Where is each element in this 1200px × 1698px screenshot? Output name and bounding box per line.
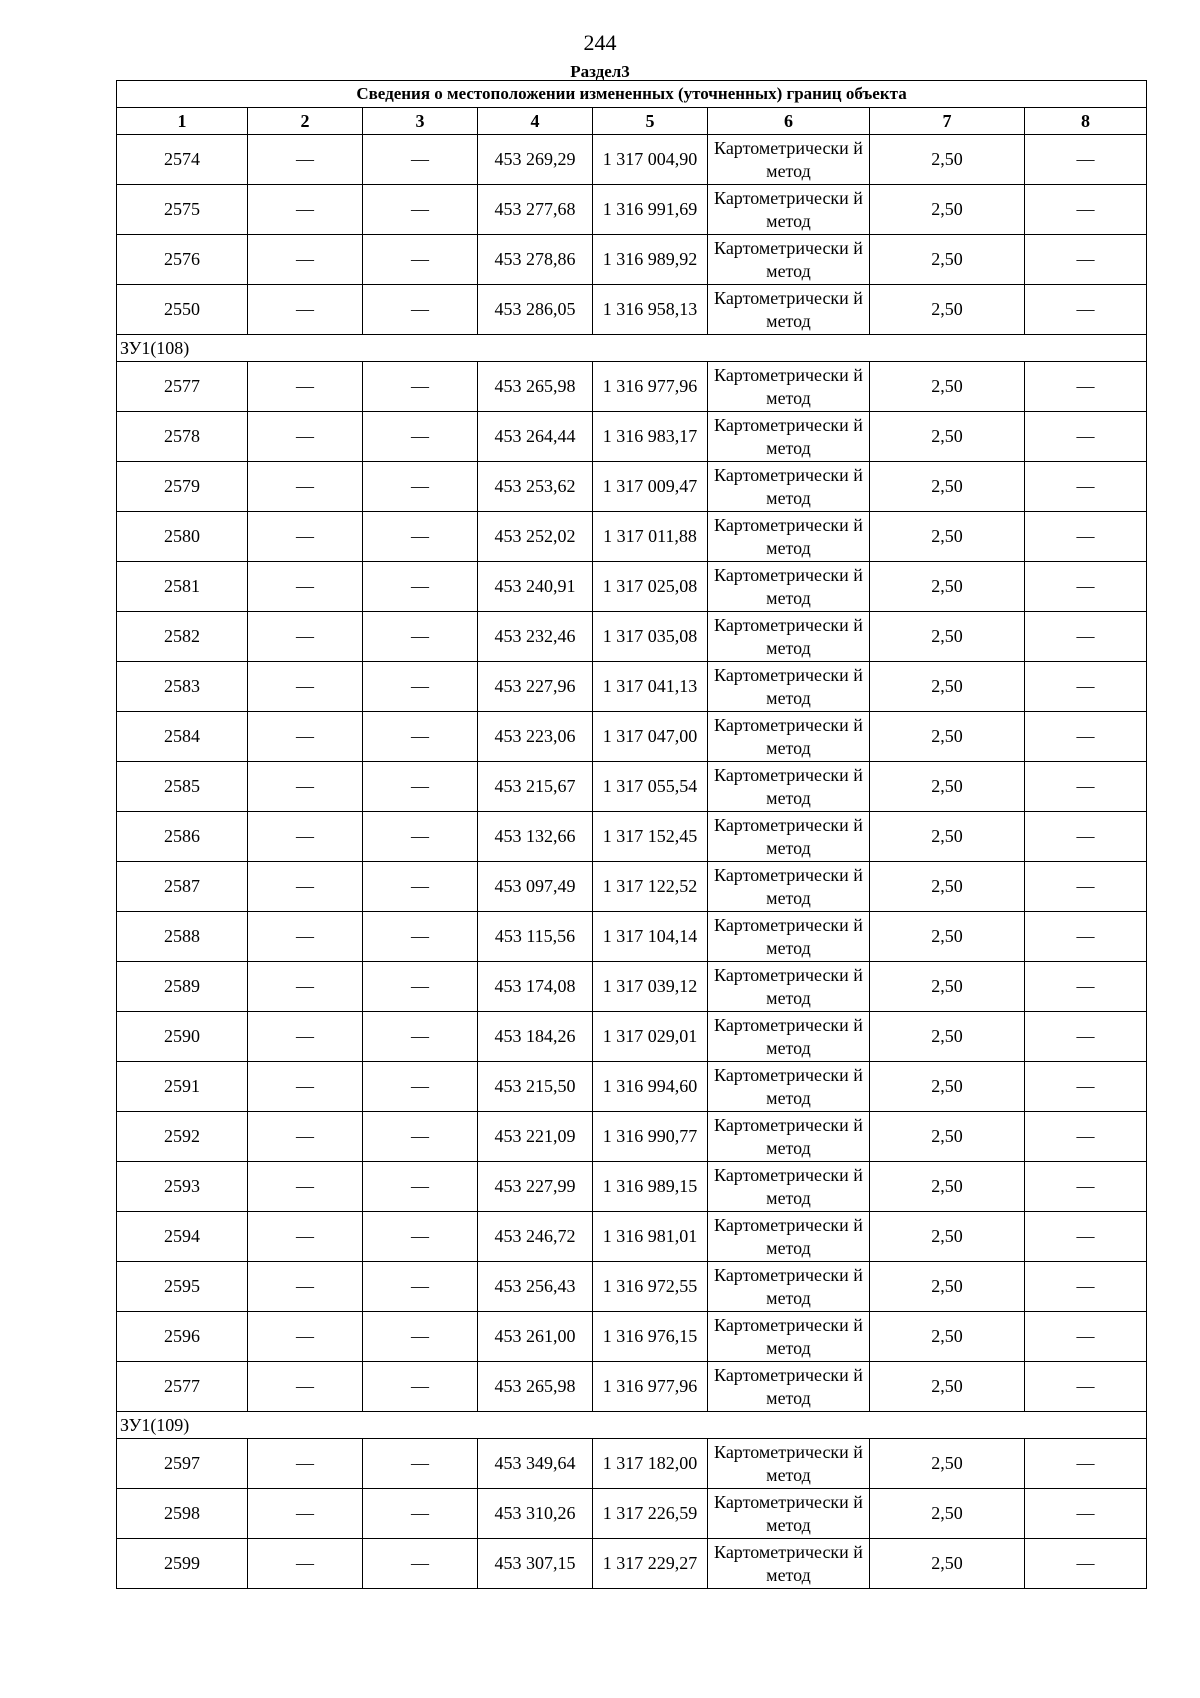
col2-cell: — bbox=[248, 962, 363, 1012]
col2-cell: — bbox=[248, 1439, 363, 1489]
col3-cell: — bbox=[363, 562, 478, 612]
accuracy-cell: 2,50 bbox=[870, 1362, 1025, 1412]
point-number-cell: 2579 bbox=[117, 462, 248, 512]
col3-cell: — bbox=[363, 135, 478, 185]
accuracy-cell: 2,50 bbox=[870, 1162, 1025, 1212]
col8-cell: — bbox=[1025, 1062, 1147, 1112]
col2-cell: — bbox=[248, 1162, 363, 1212]
method-cell: Картометрически й метод bbox=[708, 1489, 870, 1539]
accuracy-cell: 2,50 bbox=[870, 612, 1025, 662]
group-label-row bbox=[117, 1412, 1147, 1439]
method-cell: Картометрически й метод bbox=[708, 235, 870, 285]
method-cell: Картометрически й метод bbox=[708, 462, 870, 512]
y-coordinate-cell: 1 317 226,59 bbox=[593, 1489, 708, 1539]
col2-cell: — bbox=[248, 1362, 363, 1412]
col2-cell: — bbox=[248, 662, 363, 712]
accuracy-cell: 2,50 bbox=[870, 1439, 1025, 1489]
col8-cell: — bbox=[1025, 285, 1147, 335]
y-coordinate-cell: 1 317 229,27 bbox=[593, 1539, 708, 1589]
table-caption-row bbox=[117, 81, 1147, 108]
group-label: ЗУ1(108) bbox=[117, 335, 1147, 362]
col2-cell: — bbox=[248, 362, 363, 412]
x-coordinate-cell: 453 215,50 bbox=[478, 1062, 593, 1112]
column-header: 7 bbox=[870, 108, 1025, 135]
point-number-cell: 2550 bbox=[117, 285, 248, 335]
col2-cell: — bbox=[248, 1212, 363, 1262]
method-cell: Картометрически й метод bbox=[708, 1539, 870, 1589]
col8-cell: — bbox=[1025, 362, 1147, 412]
y-coordinate-cell: 1 316 989,15 bbox=[593, 1162, 708, 1212]
col2-cell: — bbox=[248, 512, 363, 562]
method-cell: Картометрически й метод bbox=[708, 412, 870, 462]
col8-cell: — bbox=[1025, 412, 1147, 462]
col2-cell: — bbox=[248, 812, 363, 862]
col8-cell: — bbox=[1025, 1439, 1147, 1489]
col3-cell: — bbox=[363, 1312, 478, 1362]
table-row bbox=[117, 962, 1147, 1012]
table-row bbox=[117, 235, 1147, 285]
y-coordinate-cell: 1 317 004,90 bbox=[593, 135, 708, 185]
method-cell: Картометрически й метод bbox=[708, 1062, 870, 1112]
col8-cell: — bbox=[1025, 1162, 1147, 1212]
col8-cell: — bbox=[1025, 962, 1147, 1012]
col8-cell: — bbox=[1025, 662, 1147, 712]
column-header: 3 bbox=[363, 108, 478, 135]
point-number-cell: 2580 bbox=[117, 512, 248, 562]
col3-cell: — bbox=[363, 185, 478, 235]
table-row bbox=[117, 1162, 1147, 1212]
y-coordinate-cell: 1 317 029,01 bbox=[593, 1012, 708, 1062]
col8-cell: — bbox=[1025, 235, 1147, 285]
point-number-cell: 2599 bbox=[117, 1539, 248, 1589]
table-row bbox=[117, 912, 1147, 962]
x-coordinate-cell: 453 115,56 bbox=[478, 912, 593, 962]
x-coordinate-cell: 453 174,08 bbox=[478, 962, 593, 1012]
table-row bbox=[117, 1012, 1147, 1062]
table-row bbox=[117, 1362, 1147, 1412]
col8-cell: — bbox=[1025, 762, 1147, 812]
method-cell: Картометрически й метод bbox=[708, 1012, 870, 1062]
point-number-cell: 2596 bbox=[117, 1312, 248, 1362]
table-row bbox=[117, 1062, 1147, 1112]
method-cell: Картометрически й метод bbox=[708, 562, 870, 612]
column-header: 4 bbox=[478, 108, 593, 135]
table-row bbox=[117, 1262, 1147, 1312]
col3-cell: — bbox=[363, 412, 478, 462]
col8-cell: — bbox=[1025, 912, 1147, 962]
col8-cell: — bbox=[1025, 1012, 1147, 1062]
y-coordinate-cell: 1 317 055,54 bbox=[593, 762, 708, 812]
col2-cell: — bbox=[248, 412, 363, 462]
x-coordinate-cell: 453 278,86 bbox=[478, 235, 593, 285]
col3-cell: — bbox=[363, 712, 478, 762]
col2-cell: — bbox=[248, 285, 363, 335]
column-header: 2 bbox=[248, 108, 363, 135]
point-number-cell: 2583 bbox=[117, 662, 248, 712]
point-number-cell: 2586 bbox=[117, 812, 248, 862]
col8-cell: — bbox=[1025, 462, 1147, 512]
point-number-cell: 2588 bbox=[117, 912, 248, 962]
accuracy-cell: 2,50 bbox=[870, 1112, 1025, 1162]
x-coordinate-cell: 453 223,06 bbox=[478, 712, 593, 762]
col2-cell: — bbox=[248, 862, 363, 912]
accuracy-cell: 2,50 bbox=[870, 285, 1025, 335]
col8-cell: — bbox=[1025, 1262, 1147, 1312]
y-coordinate-cell: 1 317 047,00 bbox=[593, 712, 708, 762]
x-coordinate-cell: 453 227,96 bbox=[478, 662, 593, 712]
method-cell: Картометрически й метод bbox=[708, 662, 870, 712]
col2-cell: — bbox=[248, 235, 363, 285]
point-number-cell: 2589 bbox=[117, 962, 248, 1012]
point-number-cell: 2575 bbox=[117, 185, 248, 235]
accuracy-cell: 2,50 bbox=[870, 1312, 1025, 1362]
y-coordinate-cell: 1 317 182,00 bbox=[593, 1439, 708, 1489]
accuracy-cell: 2,50 bbox=[870, 662, 1025, 712]
col2-cell: — bbox=[248, 185, 363, 235]
point-number-cell: 2593 bbox=[117, 1162, 248, 1212]
table-row bbox=[117, 762, 1147, 812]
y-coordinate-cell: 1 316 972,55 bbox=[593, 1262, 708, 1312]
col8-cell: — bbox=[1025, 712, 1147, 762]
method-cell: Картометрически й метод bbox=[708, 1112, 870, 1162]
x-coordinate-cell: 453 215,67 bbox=[478, 762, 593, 812]
point-number-cell: 2598 bbox=[117, 1489, 248, 1539]
group-label-row bbox=[117, 335, 1147, 362]
method-cell: Картометрически й метод bbox=[708, 1262, 870, 1312]
col8-cell: — bbox=[1025, 512, 1147, 562]
x-coordinate-cell: 453 261,00 bbox=[478, 1312, 593, 1362]
x-coordinate-cell: 453 221,09 bbox=[478, 1112, 593, 1162]
y-coordinate-cell: 1 316 977,96 bbox=[593, 1362, 708, 1412]
point-number-cell: 2582 bbox=[117, 612, 248, 662]
accuracy-cell: 2,50 bbox=[870, 562, 1025, 612]
col2-cell: — bbox=[248, 1262, 363, 1312]
table-row bbox=[117, 662, 1147, 712]
method-cell: Картометрически й метод bbox=[708, 1212, 870, 1262]
accuracy-cell: 2,50 bbox=[870, 462, 1025, 512]
point-number-cell: 2592 bbox=[117, 1112, 248, 1162]
col8-cell: — bbox=[1025, 1112, 1147, 1162]
accuracy-cell: 2,50 bbox=[870, 1262, 1025, 1312]
col8-cell: — bbox=[1025, 135, 1147, 185]
point-number-cell: 2597 bbox=[117, 1439, 248, 1489]
x-coordinate-cell: 453 256,43 bbox=[478, 1262, 593, 1312]
method-cell: Картометрически й метод bbox=[708, 812, 870, 862]
col2-cell: — bbox=[248, 1312, 363, 1362]
y-coordinate-cell: 1 316 983,17 bbox=[593, 412, 708, 462]
accuracy-cell: 2,50 bbox=[870, 135, 1025, 185]
col2-cell: — bbox=[248, 1112, 363, 1162]
col2-cell: — bbox=[248, 762, 363, 812]
col3-cell: — bbox=[363, 662, 478, 712]
y-coordinate-cell: 1 317 041,13 bbox=[593, 662, 708, 712]
point-number-cell: 2591 bbox=[117, 1062, 248, 1112]
x-coordinate-cell: 453 265,98 bbox=[478, 362, 593, 412]
point-number-cell: 2594 bbox=[117, 1212, 248, 1262]
x-coordinate-cell: 453 265,98 bbox=[478, 1362, 593, 1412]
col2-cell: — bbox=[248, 462, 363, 512]
col3-cell: — bbox=[363, 1262, 478, 1312]
col8-cell: — bbox=[1025, 812, 1147, 862]
col2-cell: — bbox=[248, 612, 363, 662]
method-cell: Картометрически й метод bbox=[708, 362, 870, 412]
col8-cell: — bbox=[1025, 185, 1147, 235]
x-coordinate-cell: 453 252,02 bbox=[478, 512, 593, 562]
col8-cell: — bbox=[1025, 1212, 1147, 1262]
accuracy-cell: 2,50 bbox=[870, 362, 1025, 412]
point-number-cell: 2584 bbox=[117, 712, 248, 762]
point-number-cell: 2578 bbox=[117, 412, 248, 462]
table-row bbox=[117, 462, 1147, 512]
x-coordinate-cell: 453 277,68 bbox=[478, 185, 593, 235]
y-coordinate-cell: 1 316 990,77 bbox=[593, 1112, 708, 1162]
column-header: 8 bbox=[1025, 108, 1147, 135]
col3-cell: — bbox=[363, 235, 478, 285]
col2-cell: — bbox=[248, 912, 363, 962]
accuracy-cell: 2,50 bbox=[870, 912, 1025, 962]
col3-cell: — bbox=[363, 862, 478, 912]
point-number-cell: 2590 bbox=[117, 1012, 248, 1062]
accuracy-cell: 2,50 bbox=[870, 762, 1025, 812]
col3-cell: — bbox=[363, 1362, 478, 1412]
col2-cell: — bbox=[248, 712, 363, 762]
col3-cell: — bbox=[363, 362, 478, 412]
accuracy-cell: 2,50 bbox=[870, 712, 1025, 762]
y-coordinate-cell: 1 317 104,14 bbox=[593, 912, 708, 962]
x-coordinate-cell: 453 310,26 bbox=[478, 1489, 593, 1539]
col3-cell: — bbox=[363, 1212, 478, 1262]
y-coordinate-cell: 1 317 152,45 bbox=[593, 812, 708, 862]
col3-cell: — bbox=[363, 912, 478, 962]
table-body bbox=[117, 81, 1147, 1589]
method-cell: Картометрически й метод bbox=[708, 135, 870, 185]
table-row bbox=[117, 412, 1147, 462]
method-cell: Картометрически й метод bbox=[708, 185, 870, 235]
accuracy-cell: 2,50 bbox=[870, 185, 1025, 235]
x-coordinate-cell: 453 349,64 bbox=[478, 1439, 593, 1489]
col2-cell: — bbox=[248, 562, 363, 612]
table-row bbox=[117, 185, 1147, 235]
point-number-cell: 2576 bbox=[117, 235, 248, 285]
col3-cell: — bbox=[363, 1539, 478, 1589]
point-number-cell: 2585 bbox=[117, 762, 248, 812]
point-number-cell: 2587 bbox=[117, 862, 248, 912]
y-coordinate-cell: 1 317 122,52 bbox=[593, 862, 708, 912]
accuracy-cell: 2,50 bbox=[870, 512, 1025, 562]
group-label: ЗУ1(109) bbox=[117, 1412, 1147, 1439]
column-header: 1 bbox=[117, 108, 248, 135]
table-row bbox=[117, 612, 1147, 662]
table-row bbox=[117, 285, 1147, 335]
point-number-cell: 2577 bbox=[117, 362, 248, 412]
col3-cell: — bbox=[363, 1012, 478, 1062]
boundary-coordinates-table bbox=[116, 80, 1147, 1589]
method-cell: Картометрически й метод bbox=[708, 512, 870, 562]
method-cell: Картометрически й метод bbox=[708, 612, 870, 662]
col3-cell: — bbox=[363, 462, 478, 512]
method-cell: Картометрически й метод bbox=[708, 1162, 870, 1212]
col8-cell: — bbox=[1025, 1312, 1147, 1362]
table-row bbox=[117, 1112, 1147, 1162]
col3-cell: — bbox=[363, 812, 478, 862]
x-coordinate-cell: 453 184,26 bbox=[478, 1012, 593, 1062]
point-number-cell: 2581 bbox=[117, 562, 248, 612]
table-row bbox=[117, 862, 1147, 912]
method-cell: Картометрически й метод bbox=[708, 712, 870, 762]
accuracy-cell: 2,50 bbox=[870, 1062, 1025, 1112]
method-cell: Картометрически й метод bbox=[708, 962, 870, 1012]
x-coordinate-cell: 453 132,66 bbox=[478, 812, 593, 862]
column-header-row bbox=[117, 108, 1147, 135]
accuracy-cell: 2,50 bbox=[870, 862, 1025, 912]
method-cell: Картометрически й метод bbox=[708, 762, 870, 812]
col2-cell: — bbox=[248, 1489, 363, 1539]
accuracy-cell: 2,50 bbox=[870, 1489, 1025, 1539]
accuracy-cell: 2,50 bbox=[870, 1539, 1025, 1589]
table-row bbox=[117, 712, 1147, 762]
table-row bbox=[117, 1539, 1147, 1589]
col3-cell: — bbox=[363, 762, 478, 812]
method-cell: Картометрически й метод bbox=[708, 1312, 870, 1362]
accuracy-cell: 2,50 bbox=[870, 962, 1025, 1012]
y-coordinate-cell: 1 317 035,08 bbox=[593, 612, 708, 662]
x-coordinate-cell: 453 269,29 bbox=[478, 135, 593, 185]
col8-cell: — bbox=[1025, 1539, 1147, 1589]
table-row bbox=[117, 512, 1147, 562]
point-number-cell: 2595 bbox=[117, 1262, 248, 1312]
y-coordinate-cell: 1 316 958,13 bbox=[593, 285, 708, 335]
col8-cell: — bbox=[1025, 562, 1147, 612]
table-row bbox=[117, 562, 1147, 612]
col3-cell: — bbox=[363, 1439, 478, 1489]
col3-cell: — bbox=[363, 962, 478, 1012]
x-coordinate-cell: 453 227,99 bbox=[478, 1162, 593, 1212]
col2-cell: — bbox=[248, 1012, 363, 1062]
column-header: 5 bbox=[593, 108, 708, 135]
y-coordinate-cell: 1 317 009,47 bbox=[593, 462, 708, 512]
method-cell: Картометрически й метод bbox=[708, 1439, 870, 1489]
method-cell: Картометрически й метод bbox=[708, 285, 870, 335]
y-coordinate-cell: 1 316 976,15 bbox=[593, 1312, 708, 1362]
table-row bbox=[117, 362, 1147, 412]
col3-cell: — bbox=[363, 1162, 478, 1212]
column-header: 6 bbox=[708, 108, 870, 135]
method-cell: Картометрически й метод bbox=[708, 1362, 870, 1412]
accuracy-cell: 2,50 bbox=[870, 1012, 1025, 1062]
x-coordinate-cell: 453 097,49 bbox=[478, 862, 593, 912]
section-title: Раздел3 bbox=[570, 62, 630, 81]
y-coordinate-cell: 1 317 025,08 bbox=[593, 562, 708, 612]
col8-cell: — bbox=[1025, 862, 1147, 912]
table-row bbox=[117, 135, 1147, 185]
col3-cell: — bbox=[363, 1062, 478, 1112]
y-coordinate-cell: 1 316 977,96 bbox=[593, 362, 708, 412]
y-coordinate-cell: 1 316 989,92 bbox=[593, 235, 708, 285]
col3-cell: — bbox=[363, 512, 478, 562]
col2-cell: — bbox=[248, 1539, 363, 1589]
col3-cell: — bbox=[363, 285, 478, 335]
accuracy-cell: 2,50 bbox=[870, 812, 1025, 862]
y-coordinate-cell: 1 316 991,69 bbox=[593, 185, 708, 235]
x-coordinate-cell: 453 232,46 bbox=[478, 612, 593, 662]
x-coordinate-cell: 453 307,15 bbox=[478, 1539, 593, 1589]
table-row bbox=[117, 1489, 1147, 1539]
col3-cell: — bbox=[363, 612, 478, 662]
x-coordinate-cell: 453 240,91 bbox=[478, 562, 593, 612]
table-row bbox=[117, 1312, 1147, 1362]
y-coordinate-cell: 1 316 981,01 bbox=[593, 1212, 708, 1262]
x-coordinate-cell: 453 246,72 bbox=[478, 1212, 593, 1262]
accuracy-cell: 2,50 bbox=[870, 235, 1025, 285]
y-coordinate-cell: 1 316 994,60 bbox=[593, 1062, 708, 1112]
table-row bbox=[117, 1439, 1147, 1489]
accuracy-cell: 2,50 bbox=[870, 1212, 1025, 1262]
col3-cell: — bbox=[363, 1489, 478, 1539]
col8-cell: — bbox=[1025, 1362, 1147, 1412]
x-coordinate-cell: 453 253,62 bbox=[478, 462, 593, 512]
point-number-cell: 2577 bbox=[117, 1362, 248, 1412]
method-cell: Картометрически й метод bbox=[708, 912, 870, 962]
point-number-cell: 2574 bbox=[117, 135, 248, 185]
y-coordinate-cell: 1 317 039,12 bbox=[593, 962, 708, 1012]
table-row bbox=[117, 1212, 1147, 1262]
col2-cell: — bbox=[248, 135, 363, 185]
col8-cell: — bbox=[1025, 1489, 1147, 1539]
col2-cell: — bbox=[248, 1062, 363, 1112]
table-caption: Сведения о местоположении измененных (уточненных) границ объекта bbox=[117, 81, 1147, 108]
x-coordinate-cell: 453 286,05 bbox=[478, 285, 593, 335]
col3-cell: — bbox=[363, 1112, 478, 1162]
col8-cell: — bbox=[1025, 612, 1147, 662]
y-coordinate-cell: 1 317 011,88 bbox=[593, 512, 708, 562]
x-coordinate-cell: 453 264,44 bbox=[478, 412, 593, 462]
page-number: 244 bbox=[583, 30, 617, 55]
accuracy-cell: 2,50 bbox=[870, 412, 1025, 462]
method-cell: Картометрически й метод bbox=[708, 862, 870, 912]
table-row bbox=[117, 812, 1147, 862]
